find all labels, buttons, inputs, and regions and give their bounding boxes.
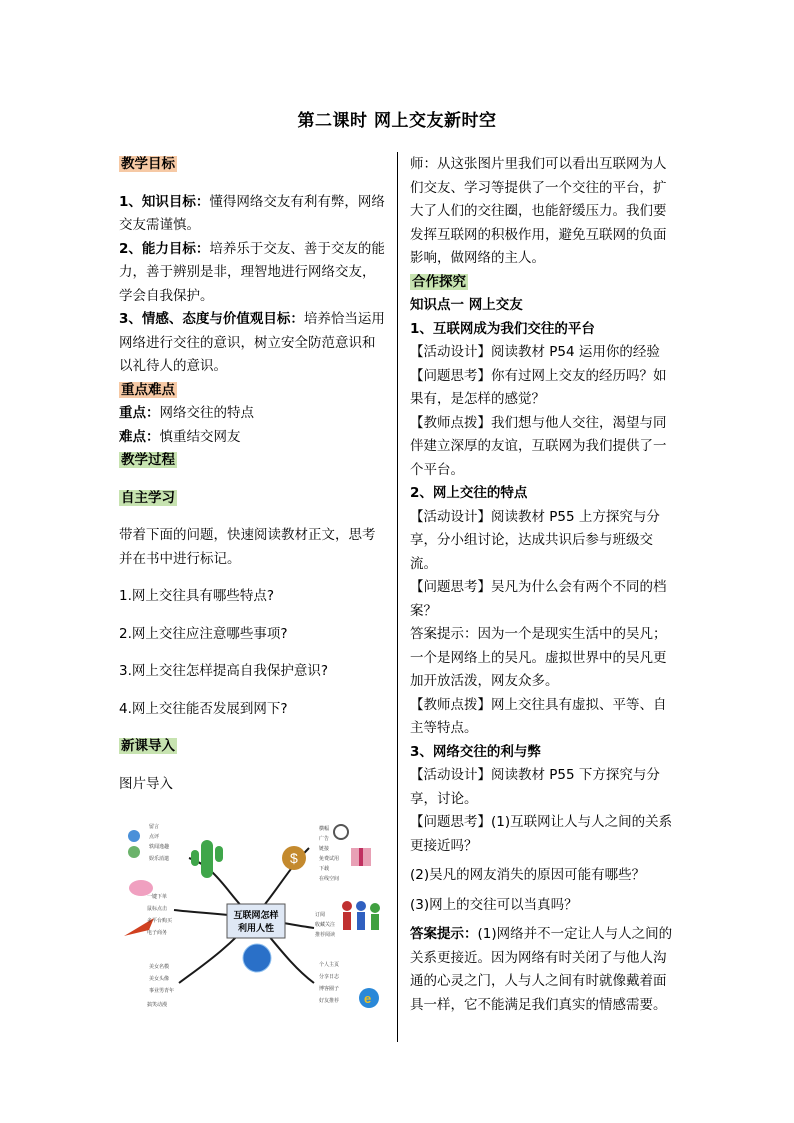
question-2-think: 【问题思考】吴凡为什么会有两个不同的档案？ bbox=[410, 579, 667, 619]
mindmap-leaf: 一键下单 bbox=[147, 894, 168, 900]
mindmap-leaf: 娱乐消遣 bbox=[149, 856, 170, 862]
mindmap-leaf: 下载 bbox=[319, 866, 330, 872]
mindmap-leaf: 订阅 bbox=[315, 912, 326, 918]
activity-3: 【活动设计】阅读教材 P55 下方探究与分享，讨论。 bbox=[410, 767, 660, 807]
mindmap-leaf: 鼠标点击 bbox=[147, 906, 168, 912]
key-heading: 重点难点 bbox=[121, 381, 175, 398]
answer-hint-2: 答案提示：因为一个是现实生活中的吴凡；一个是网络上的吴凡。虚拟世界中的吴凡更加开放活泼，网友众多。 bbox=[410, 626, 667, 689]
question-4: 4.网上交往能否发展到网下? bbox=[119, 700, 288, 717]
mindmap-leaf: 多平台购买 bbox=[147, 918, 173, 924]
people-icon bbox=[342, 901, 380, 930]
intro-text: 图片导入 bbox=[119, 775, 173, 792]
question-3: 3.网上交往怎样提高自我保护意识? bbox=[119, 663, 329, 679]
activity-1: 【活动设计】阅读教材 P54 运用你的经验 bbox=[410, 344, 660, 360]
section-2-title: 2、网上交往的特点 bbox=[410, 485, 528, 501]
mindmap-leaf: 免费试用 bbox=[319, 856, 340, 862]
key-point: 重点：网络交往的特点 bbox=[119, 405, 254, 421]
left-column bbox=[119, 153, 385, 796]
gift-icon bbox=[351, 848, 371, 866]
difficult-point: 难点：慎重结交网友 bbox=[119, 428, 241, 445]
mindmap-leaf: 个人主页 bbox=[319, 962, 340, 968]
goals-heading: 教学目标 bbox=[121, 156, 175, 172]
chat-icon bbox=[128, 830, 140, 858]
mindmap-leaf: 博客圈子 bbox=[319, 986, 340, 992]
mindmap-leaf: 事业男青年 bbox=[149, 988, 175, 994]
globe-icon bbox=[243, 944, 271, 972]
stopwatch-icon bbox=[334, 825, 348, 839]
mindmap-leaf: 推荐阅读 bbox=[315, 932, 336, 938]
mindmap-leaf: 留言 bbox=[149, 824, 160, 830]
goal-1: 1、知识目标：懂得网络交友有利有弊，网络交友需谨慎。 bbox=[119, 193, 385, 233]
cactus-icon bbox=[191, 840, 223, 878]
teacher-paragraph: 师：从这张图片里我们可以看出互联网为人们交友、学习等提供了一个交往的平台，扩大了人们的交往圈，也能舒缓压力。我们要发挥互联网的积极作用，避免互联网的负面影响，做网络的主人。 bbox=[410, 156, 667, 266]
section-3-title: 3、网络交往的利与弊 bbox=[410, 743, 541, 760]
mindmap-leaf: 电子商务 bbox=[147, 930, 168, 936]
coop-heading: 合作探究 bbox=[412, 273, 466, 290]
section-1-title: 1、互联网成为我们交往的平台 bbox=[410, 320, 595, 337]
question-1-think: 【问题思考】你有过网上交友的经历吗？如果有，是怎样的感觉？ bbox=[410, 367, 667, 407]
column-divider bbox=[397, 152, 398, 1042]
mindmap-center-line1: 互联网怎样 bbox=[233, 911, 279, 921]
goal-2: 2、能力目标：培养乐于交友、善于交友的能力，善于辨别是非，理智地进行网络交友，学会自我保护。 bbox=[119, 240, 385, 304]
mindmap-leaf: 搞笑动漫 bbox=[147, 1002, 168, 1008]
mindmap-leaf: 收藏关注 bbox=[315, 922, 336, 928]
mindmap-leaf: 轶闻逸趣 bbox=[149, 844, 170, 850]
intro-heading: 新课导入 bbox=[121, 738, 175, 754]
question-3-think: 【问题思考】(1)互联网让人与人之间的关系更接近吗？ bbox=[410, 814, 673, 854]
svg-text:$: $ bbox=[290, 850, 298, 866]
dollar-bag-icon bbox=[282, 846, 306, 870]
svg-text:e: e bbox=[364, 991, 372, 1006]
mindmap-center-line2: 利用人性 bbox=[237, 924, 275, 934]
mindmap-illustration bbox=[119, 818, 389, 1026]
question-3-2: (2)吴凡的网友消失的原因可能有哪些？ bbox=[410, 867, 646, 883]
teacher-note-1: 【教师点拨】我们想与他人交往，渴望与同伴建立深厚的友谊，互联网为我们提供了一个平台。 bbox=[410, 414, 667, 478]
activity-2: 【活动设计】阅读教材 P55 上方探究与分享，分小组讨论，达成共识后参与班级交流。 bbox=[410, 508, 660, 572]
self-study-text: 带着下面的问题，快速阅读教材正文，思考并在书中进行标记。 bbox=[119, 527, 376, 567]
mindmap-leaf: 点评 bbox=[149, 834, 160, 840]
self-study-heading: 自主学习 bbox=[121, 489, 175, 506]
answer-hint-3: 答案提示：(1)网络并不一定让人与人之间的关系更接近。因为网络有时关闭了与他人沟通的心灵之门，人与人之间有时就像戴着面具一样，它不能满足我们真实的情感需要。 bbox=[410, 926, 673, 1013]
mindmap-leaf: 广告 bbox=[319, 836, 330, 842]
teacher-note-2: 【教师点拨】网上交往具有虚拟、平等、自主等特点。 bbox=[410, 696, 667, 736]
question-2: 2.网上交往应注意哪些事项? bbox=[119, 625, 288, 642]
ie-icon bbox=[359, 988, 379, 1008]
mindmap-leaf: 链接 bbox=[319, 846, 330, 852]
knowledge-point-1: 知识点一 网上交友 bbox=[410, 297, 523, 313]
page-title: 第二课时 网上交友新时空 bbox=[297, 111, 497, 131]
right-column bbox=[410, 153, 676, 1017]
mindmap-leaf: 美女名模 bbox=[149, 964, 170, 970]
question-1: 1.网上交往具有哪些特点? bbox=[119, 588, 275, 604]
mindmap-leaf: 在线空间 bbox=[319, 876, 340, 882]
mindmap-leaf: 分享日志 bbox=[319, 974, 340, 980]
process-heading: 教学过程 bbox=[121, 452, 175, 468]
mindmap-leaf: 好友推荐 bbox=[319, 998, 340, 1004]
goal-3: 3、情感、态度与价值观目标：培养恰当运用网络进行交往的意识，树立安全防范意识和以礼待人的意识。 bbox=[119, 311, 385, 374]
mindmap-leaf: 横幅 bbox=[319, 826, 330, 832]
question-3-3: (3)网上的交往可以当真吗？ bbox=[410, 896, 578, 913]
mindmap-leaf: 美女头像 bbox=[149, 976, 170, 982]
